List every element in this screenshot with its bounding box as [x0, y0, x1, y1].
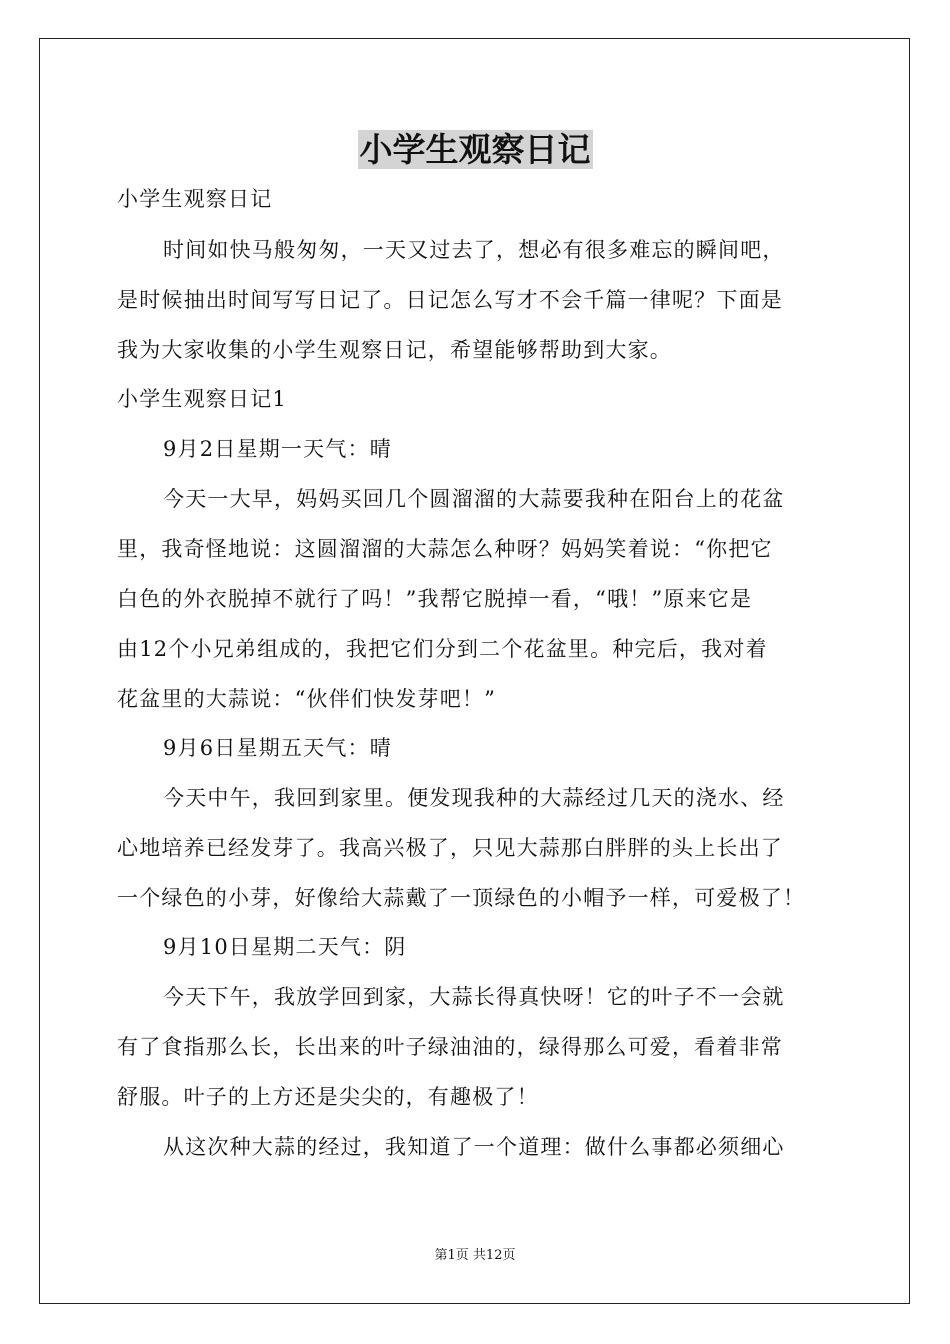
paragraph-line: 从这次种大蒜的经过，我知道了一个道理：做什么事都必须细心 [163, 1135, 785, 1159]
diary-date-line: 9月2日星期一天气：晴 [163, 437, 392, 461]
paragraph-line: 舒服。叶子的上方还是尖尖的，有趣极了！ [117, 1085, 539, 1109]
page-number: 第1页 共12页 [434, 1248, 516, 1263]
paragraph-line: 由12个小兄弟组成的，我把它们分到二个花盆里。种完后，我对着 [117, 637, 768, 661]
paragraph-line: 我为大家收集的小学生观察日记，希望能够帮助到大家。 [117, 338, 672, 362]
section-heading: 小学生观察日记1 [117, 387, 287, 411]
paragraph-line: 今天中午，我回到家里。便发现我种的大蒜经过几天的浇水、经 [163, 786, 785, 810]
paragraph-line: 里，我奇怪地说：这圆溜溜的大蒜怎么种呀？妈妈笑着说：“你把它 [117, 537, 773, 561]
paragraph-line: 花盆里的大蒜说：“伙伴们快发芽吧！” [117, 687, 497, 711]
paragraph-line: 心地培养已经发芽了。我高兴极了，只见大蒜那白胖胖的头上长出了 [117, 836, 783, 860]
paragraph-line: 白色的外衣脱掉不就行了吗！”我帮它脱掉一看，“哦！”原来它是 [117, 587, 753, 611]
paragraph-line: 今天下午，我放学回到家，大蒜长得真快呀！它的叶子不一会就 [163, 985, 785, 1009]
page-border [39, 38, 910, 1304]
diary-date-line: 9月10日星期二天气：阴 [163, 935, 407, 959]
paragraph-line: 有了食指那么长，长出来的叶子绿油油的，绿得那么可爱，看着非常 [117, 1035, 783, 1059]
subtitle-line: 小学生观察日记 [117, 187, 273, 211]
diary-date-line: 9月6日星期五天气：晴 [163, 736, 392, 760]
paragraph-line: 今天一大早，妈妈买回几个圆溜溜的大蒜要我种在阳台上的花盆 [163, 487, 785, 511]
document-title: 小学生观察日记 [359, 130, 591, 169]
paragraph-line: 时间如快马般匆匆，一天又过去了，想必有很多难忘的瞬间吧， [163, 238, 785, 262]
paragraph-line: 是时候抽出时间写写日记了。日记怎么写才不会千篇一律呢？下面是 [117, 288, 783, 312]
paragraph-line: 一个绿色的小芽，好像给大蒜戴了一顶绿色的小帽予一样，可爱极了！ [117, 886, 806, 910]
